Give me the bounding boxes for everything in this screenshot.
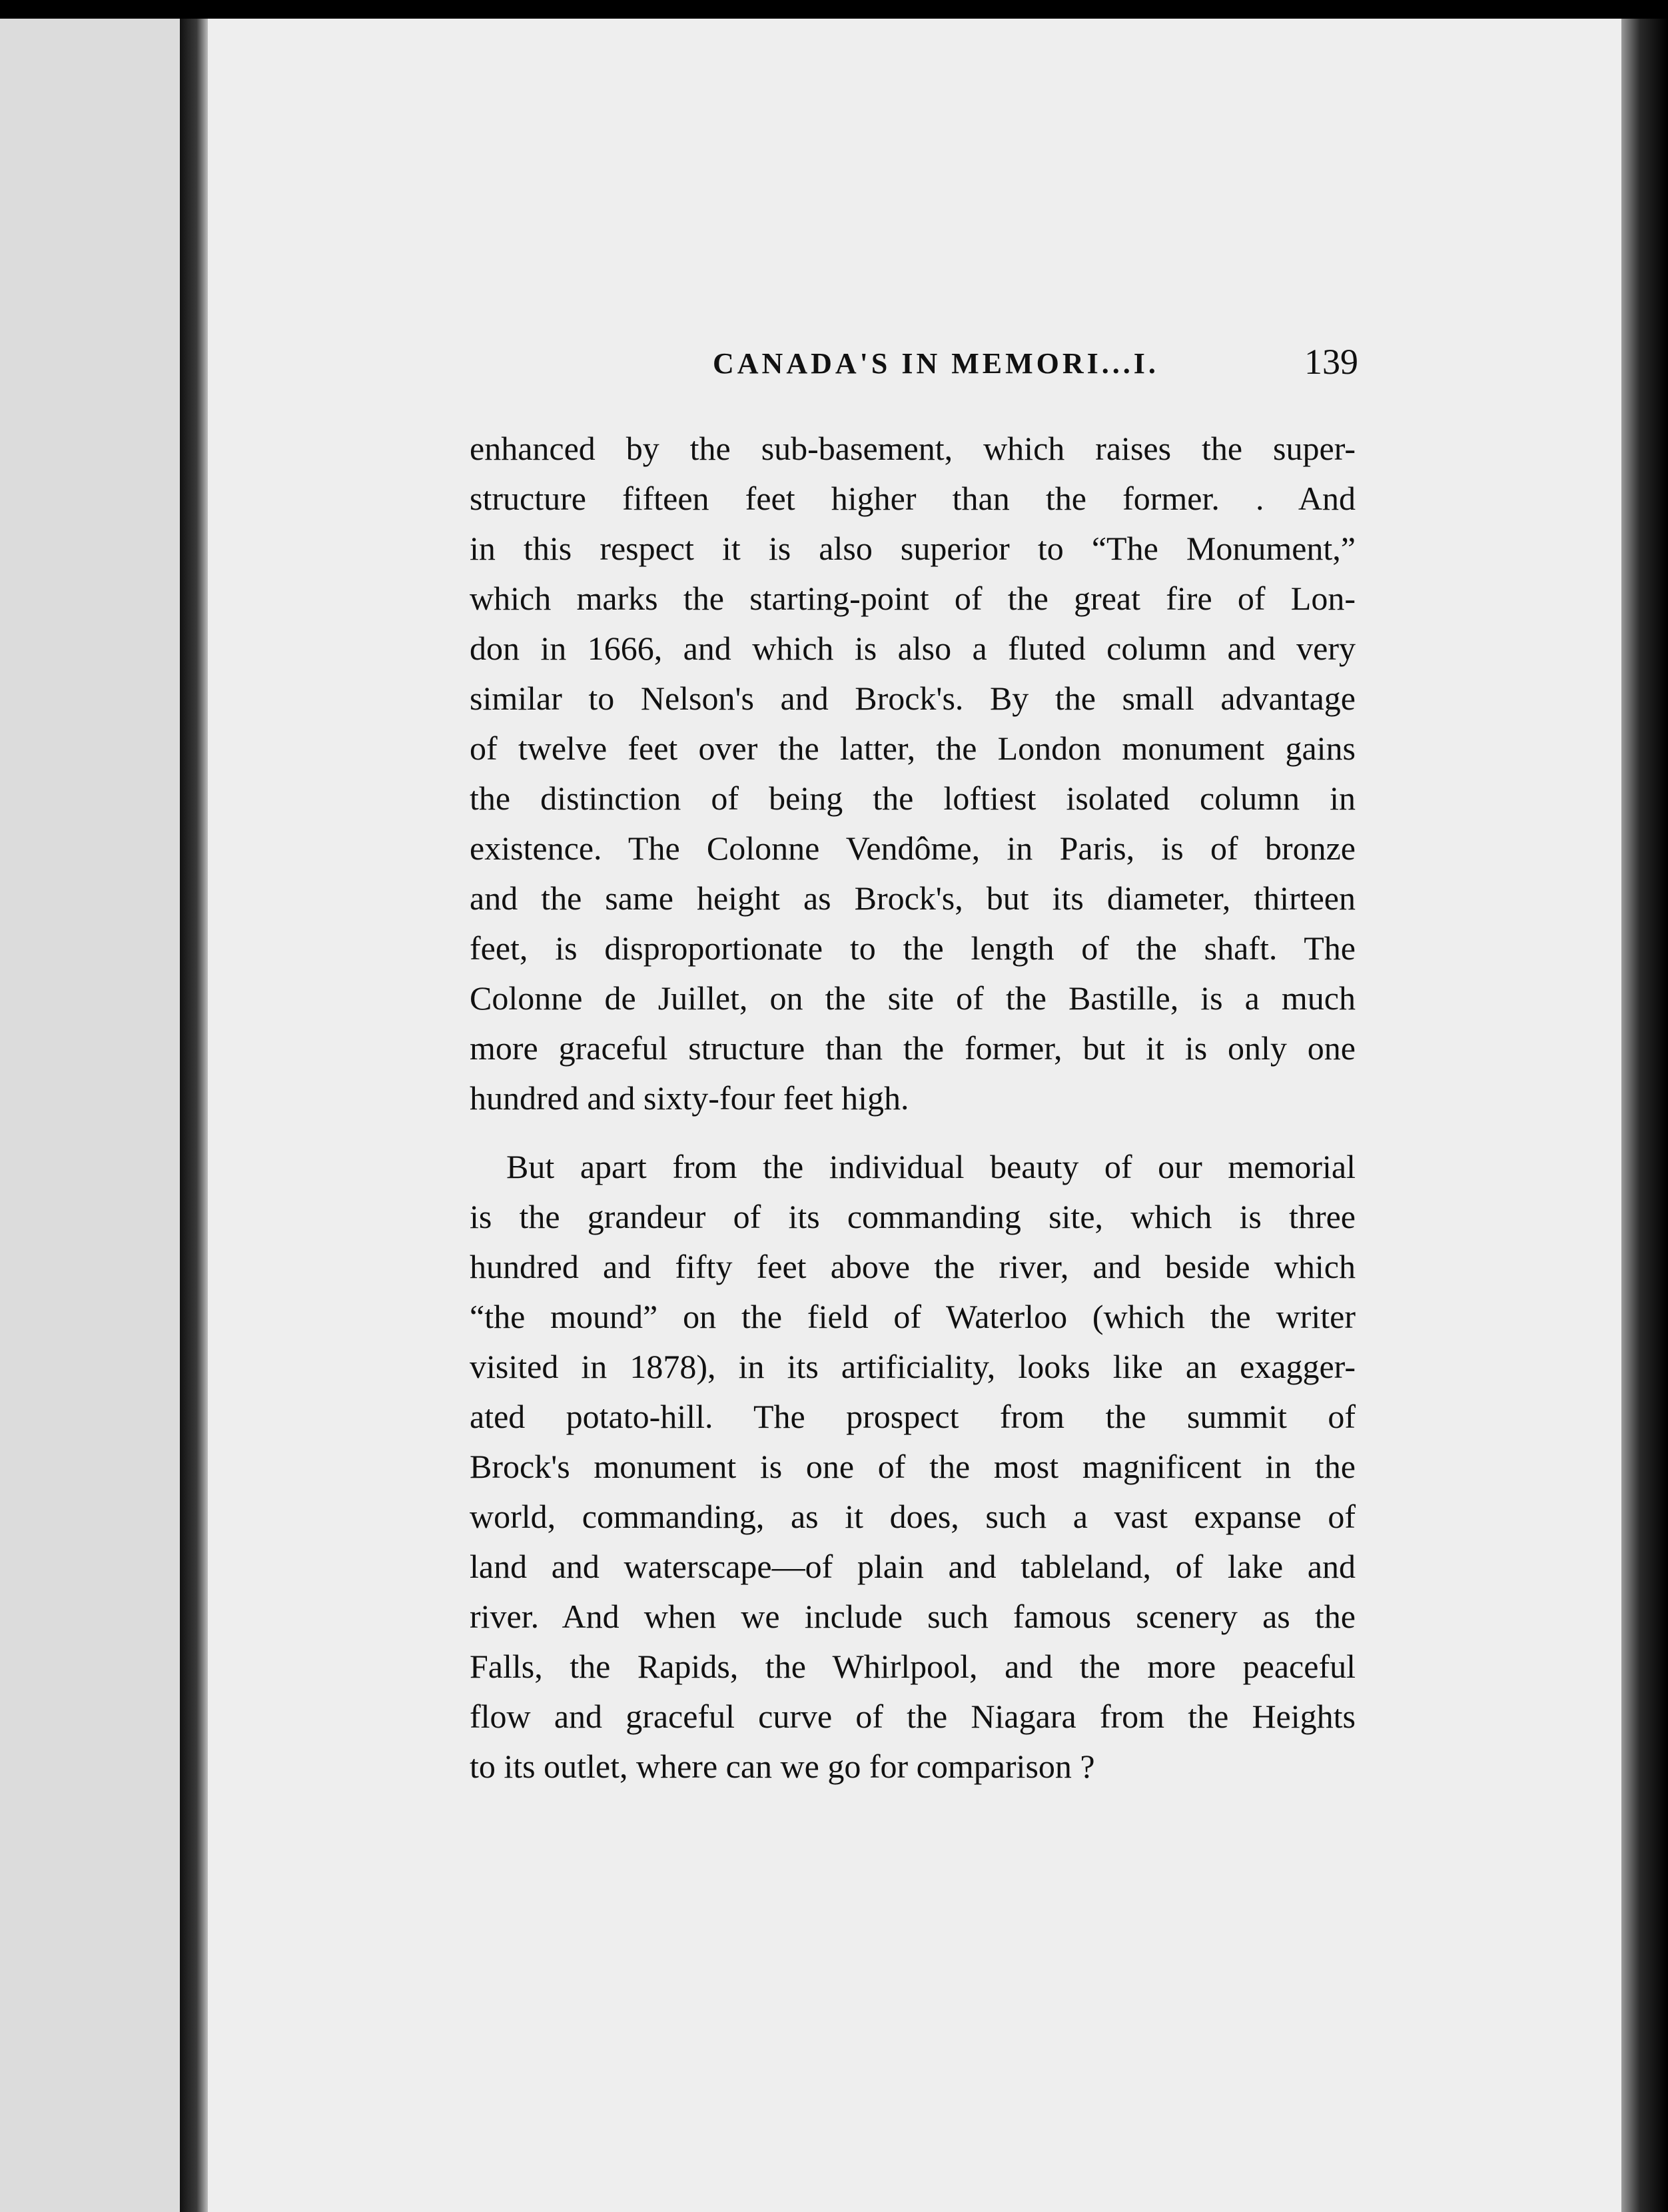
paragraph [470,424,1356,1123]
text-line: But apart from the individual beauty of our memorial [506,1148,1356,1185]
text-line: Brock's monument is one of the most magnificent in the [470,1448,1356,1485]
text-line: flow and graceful curve of the Niagara from the Heights [470,1698,1356,1735]
text-line: structure fifteen feet higher than the former. . And [470,480,1356,517]
text-line: hundred and sixty-four feet high. [470,1079,909,1117]
text-line: Falls, the Rapids, the Whirlpool, and the more peaceful [470,1648,1356,1685]
text-line: enhanced by the sub-basement, which raises the super- [470,430,1356,467]
text-line: Colonne de Juillet, on the site of the Bastille, is a much [470,979,1356,1017]
text-line: and the same height as Brock's, but its diameter, thirteen [470,879,1356,917]
text-line: feet, is disproportionate to the length of the shaft. The [470,929,1356,967]
text-line: “the mound” on the field of Waterloo (which the writer [470,1298,1356,1335]
text-line: hundred and fifty feet above the river, and beside which [470,1248,1356,1285]
body-text [470,424,1356,1792]
text-line: more graceful structure than the former, but it is only one [470,1029,1356,1067]
text-line: world, commanding, as it does, such a vast expanse of [470,1498,1356,1535]
text-line: land and waterscape—of plain and tableland, of lake and [470,1548,1356,1585]
text-line: visited in 1878), in its artificiality, looks like an exagger- [470,1348,1356,1385]
binding-gutter-shadow [180,19,208,2212]
text-line: ated potato-hill. The prospect from the summit of [470,1398,1356,1435]
paragraph [470,1142,1356,1792]
running-head: CANADA'S IN MEMORI...I. [713,347,1159,380]
text-line: similar to Nelson's and Brock's. By the small advantage [470,680,1356,717]
text-line: which marks the starting-point of the great fire of Lon- [470,580,1356,617]
text-line: in this respect it is also superior to “The Monument,” [470,530,1356,567]
text-line: is the grandeur of its commanding site, which is three [470,1198,1356,1235]
text-line: don in 1666, and which is also a fluted column and very [470,630,1356,667]
page-edge-shadow [1621,19,1668,2212]
text-line: of twelve feet over the latter, the London monument gains [470,730,1356,767]
text-line: to its outlet, where can we go for comparison ? [470,1748,1095,1785]
page-number: 139 [1304,342,1358,382]
text-line: the distinction of being the loftiest isolated column in [470,780,1356,817]
text-line: river. And when we include such famous scenery as the [470,1598,1356,1635]
facing-page-margin [0,19,180,2212]
text-line: existence. The Colonne Vendôme, in Paris, is of bronze [470,830,1356,867]
